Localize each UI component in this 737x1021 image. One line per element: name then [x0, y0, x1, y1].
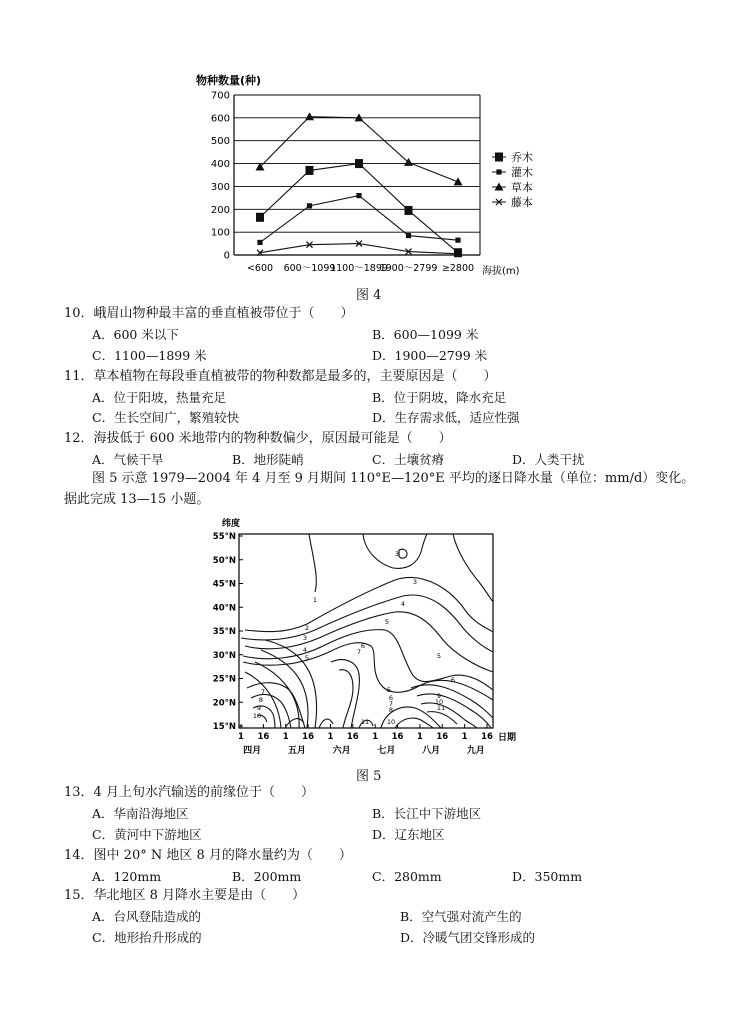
y-tick-label: 15°N	[212, 722, 236, 732]
contour-x-label: 日期	[498, 733, 517, 743]
figure-5-precipitation-contour	[195, 512, 525, 762]
legend-item	[492, 180, 533, 194]
contour-x-ticks	[238, 724, 493, 742]
legend-item	[492, 150, 533, 164]
q11-option-a[interactable]: A．位于阳坡，热量充足	[92, 390, 227, 405]
question-10: 10．峨眉山物种最丰富的垂直植被带位于（ ）	[64, 306, 354, 321]
x-tick-label: 1	[416, 732, 423, 742]
legend-label: 藤本	[511, 196, 533, 209]
contour-value-label: 5	[436, 652, 442, 660]
contour-value-label: 9	[256, 704, 262, 712]
q12-option-c[interactable]: C．土壤贫瘠	[372, 452, 445, 467]
x-tick-label: 16	[346, 732, 359, 742]
figure-5-caption: 图 5	[356, 769, 382, 784]
y-tick-label: 0	[223, 250, 230, 262]
x-tick-label: 1	[461, 732, 468, 742]
chart-y-ticks	[211, 91, 230, 262]
contour-value-label: 7	[356, 648, 362, 656]
data-point	[454, 177, 463, 185]
x-tick-label: <600	[246, 263, 274, 274]
y-tick-label: 25°N	[212, 674, 236, 685]
contour-value-label: 10	[386, 718, 396, 726]
contour-value-label: 8	[388, 706, 394, 714]
contour-month-labels	[243, 744, 485, 756]
x-tick-label: 16	[302, 732, 315, 742]
series-line	[256, 159, 462, 257]
data-point	[356, 193, 361, 198]
question-13: 13．4 月上旬水汽输送的前缘位于（ ）	[64, 785, 314, 800]
data-point	[307, 203, 312, 208]
contour-lines	[241, 534, 493, 728]
legend-item	[492, 165, 533, 179]
y-tick-label: 200	[210, 204, 230, 216]
q13-option-a[interactable]: A．华南沿海地区	[92, 806, 189, 821]
q10-option-d[interactable]: D．1900—2799 米	[372, 348, 488, 363]
contour-value-label: 10	[434, 698, 444, 706]
q15-option-b[interactable]: B．空气强对流产生的	[400, 909, 522, 924]
month-label: 七月	[377, 746, 396, 756]
contour-value-label: 3	[394, 550, 400, 558]
legend-item	[492, 195, 533, 209]
data-point	[257, 240, 262, 245]
x-tick-label: 600～1099	[283, 263, 336, 274]
figure-4-caption: 图 4	[356, 288, 382, 303]
series-path	[260, 117, 458, 182]
y-tick-label: 45°N	[212, 579, 236, 590]
q13-option-c[interactable]: C．黄河中下游地区	[92, 827, 202, 842]
y-tick-label: 500	[210, 136, 230, 148]
q11-option-c[interactable]: C．生长空间广，繁殖较快	[92, 410, 240, 425]
intro-line-2: 据此完成 13—15 小题。	[64, 492, 210, 507]
contour-value-label: 4	[302, 646, 308, 654]
q15-option-c[interactable]: C．地形抬升形成的	[92, 930, 202, 945]
q14-option-b[interactable]: B．200mm	[232, 869, 302, 884]
contour-value-label: 3	[302, 634, 308, 642]
contour-value-label: 8	[258, 696, 264, 704]
month-label: 六月	[332, 746, 351, 756]
y-tick-label: 700	[210, 90, 230, 102]
y-tick-label: 400	[210, 159, 230, 171]
data-point	[305, 112, 314, 120]
series-path	[260, 164, 458, 253]
data-point	[306, 166, 314, 175]
series-path	[260, 244, 458, 254]
x-tick-label: ≥2800	[441, 263, 475, 274]
q14-option-a[interactable]: A．120mm	[92, 869, 162, 884]
y-tick-label: 55°N	[212, 532, 236, 542]
x-tick-label: 1900～2799	[379, 263, 438, 274]
x-tick-label: 1	[372, 732, 379, 742]
month-label: 五月	[287, 746, 306, 756]
q11-option-d[interactable]: D．生存需求低，适应性强	[372, 410, 520, 425]
contour-value-labels	[253, 550, 455, 726]
contour-value-label: 11	[436, 704, 446, 712]
contour-value-label: 10	[252, 712, 262, 720]
y-tick-label: 600	[210, 113, 230, 125]
x-tick-label: 1	[327, 732, 334, 742]
chart-y-label: 物种数量(种)	[196, 74, 262, 87]
chart-x-label: 海拔(m)	[482, 266, 520, 277]
y-tick-label: 300	[210, 181, 230, 193]
q13-option-d[interactable]: D．辽东地区	[372, 827, 445, 842]
contour-value-label: 5	[386, 686, 392, 694]
series-line	[257, 193, 460, 245]
x-tick-label: 1	[282, 732, 289, 742]
data-point	[355, 159, 363, 168]
contour-value-label: 2	[304, 624, 310, 632]
question-15: 15．华北地区 8 月降水主要是由（ ）	[64, 888, 306, 903]
q11-option-b[interactable]: B．位于阴坡，降水充足	[372, 390, 507, 405]
q10-option-b[interactable]: B．600—1099 米	[372, 327, 479, 342]
chart-x-ticks	[247, 263, 474, 274]
y-tick-label: 30°N	[212, 650, 236, 661]
series-path	[260, 196, 458, 243]
question-12: 12．海拔低于 600 米地带内的物种数偏少，原因最可能是（ ）	[64, 431, 452, 446]
x-tick-label: 16	[436, 732, 449, 742]
y-tick-label: 100	[210, 227, 230, 239]
data-point	[496, 169, 501, 174]
x-tick-label: 16	[391, 732, 404, 742]
q12-option-a[interactable]: A．气候干旱	[92, 452, 164, 467]
y-tick-label: 50°N	[212, 555, 236, 566]
contour-value-label: 5	[384, 618, 390, 626]
month-label: 八月	[422, 746, 441, 756]
x-tick-label: 1100～1899	[330, 263, 388, 274]
month-label: 九月	[466, 746, 485, 756]
data-point	[495, 153, 503, 162]
data-point	[405, 206, 413, 215]
q10-option-c[interactable]: C．1100—1899 米	[92, 348, 207, 363]
data-point	[406, 233, 411, 238]
intro-line-1: 图 5 示意 1979—2004 年 4 月至 9 月期间 110°E—120°E 平均的逐日降水量（单位：mm/d）变化。	[92, 471, 695, 486]
y-tick-label: 20°N	[212, 698, 236, 709]
q12-option-d[interactable]: D．人类干扰	[512, 452, 585, 467]
legend-label: 乔木	[511, 151, 533, 164]
x-tick-label: 16	[257, 732, 270, 742]
month-label: 四月	[243, 746, 262, 756]
contour-value-label: 4	[400, 600, 406, 608]
contour-value-label: 11	[360, 718, 370, 726]
q15-option-d[interactable]: D．冷暖气团交锋形成的	[400, 930, 536, 945]
contour-y-label: 纬度	[222, 519, 241, 529]
series-line	[256, 112, 463, 185]
x-tick-label: 1	[238, 732, 244, 742]
x-tick-label: 16	[481, 732, 493, 742]
q15-option-a[interactable]: A．台风登陆造成的	[92, 909, 202, 924]
chart-legend	[492, 150, 533, 209]
y-tick-label: 40°N	[212, 603, 236, 614]
legend-label: 灌木	[511, 166, 533, 179]
contour-value-label: 6	[360, 642, 366, 650]
contour-value-label: 6	[388, 694, 394, 702]
q14-option-d[interactable]: D．350mm	[512, 869, 583, 884]
q12-option-b[interactable]: B．地形陡峭	[232, 452, 304, 467]
contour-value-label: 1	[312, 596, 318, 604]
question-14: 14．图中 20° N 地区 8 月的降水量约为（ ）	[64, 848, 352, 863]
chart-series	[256, 112, 463, 257]
q13-option-b[interactable]: B．长江中下游地区	[372, 806, 482, 821]
data-point	[256, 213, 264, 222]
contour-value-label: 9	[436, 692, 442, 700]
contour-value-label: 7	[388, 700, 394, 708]
q14-option-c[interactable]: C．280mm	[372, 869, 442, 884]
contour-value-label: 5	[304, 654, 310, 662]
contour-value-label: 7	[260, 688, 266, 696]
data-point	[455, 238, 460, 243]
contour-value-label: 6	[450, 676, 456, 684]
y-tick-label: 35°N	[212, 627, 236, 637]
figure-4-species-chart	[180, 70, 560, 280]
question-11: 11．草本植物在每段垂直植被带的物种数都是最多的，主要原因是（ ）	[64, 369, 497, 384]
contour-value-label: 3	[412, 578, 418, 586]
q10-option-a[interactable]: A．600 米以下	[92, 327, 179, 342]
legend-label: 草本	[511, 181, 533, 194]
